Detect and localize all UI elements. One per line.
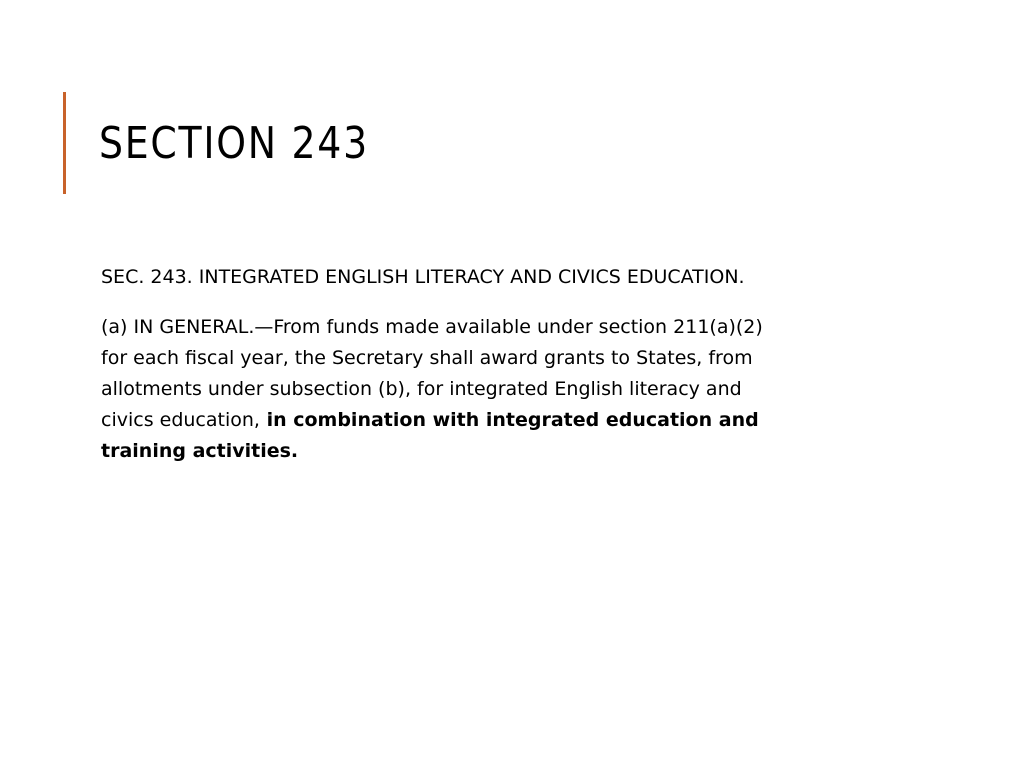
slide-title: SECTION 243 <box>99 118 369 169</box>
paragraph-line-5-bold: training activities. <box>101 440 299 462</box>
title-accent-bar <box>63 92 66 194</box>
slide-body <box>101 262 921 467</box>
paragraph-line-4-bold: in combination with integrated education and <box>259 409 759 431</box>
paragraph-line-4-plain: civics education, <box>101 409 260 431</box>
section-heading: SEC. 243. INTEGRATED ENGLISH LITERACY AND CIVICS EDUCATION. <box>101 266 745 288</box>
paragraph-line-3: allotments under subsection (b), for integrated English literacy and <box>101 378 742 400</box>
section-paragraph <box>101 312 911 467</box>
paragraph-line-2: for each fiscal year, the Secretary shall award grants to States, from <box>101 347 753 369</box>
paragraph-line-1: (a) IN GENERAL.—From funds made available under section 211(a)(2) <box>101 316 763 338</box>
